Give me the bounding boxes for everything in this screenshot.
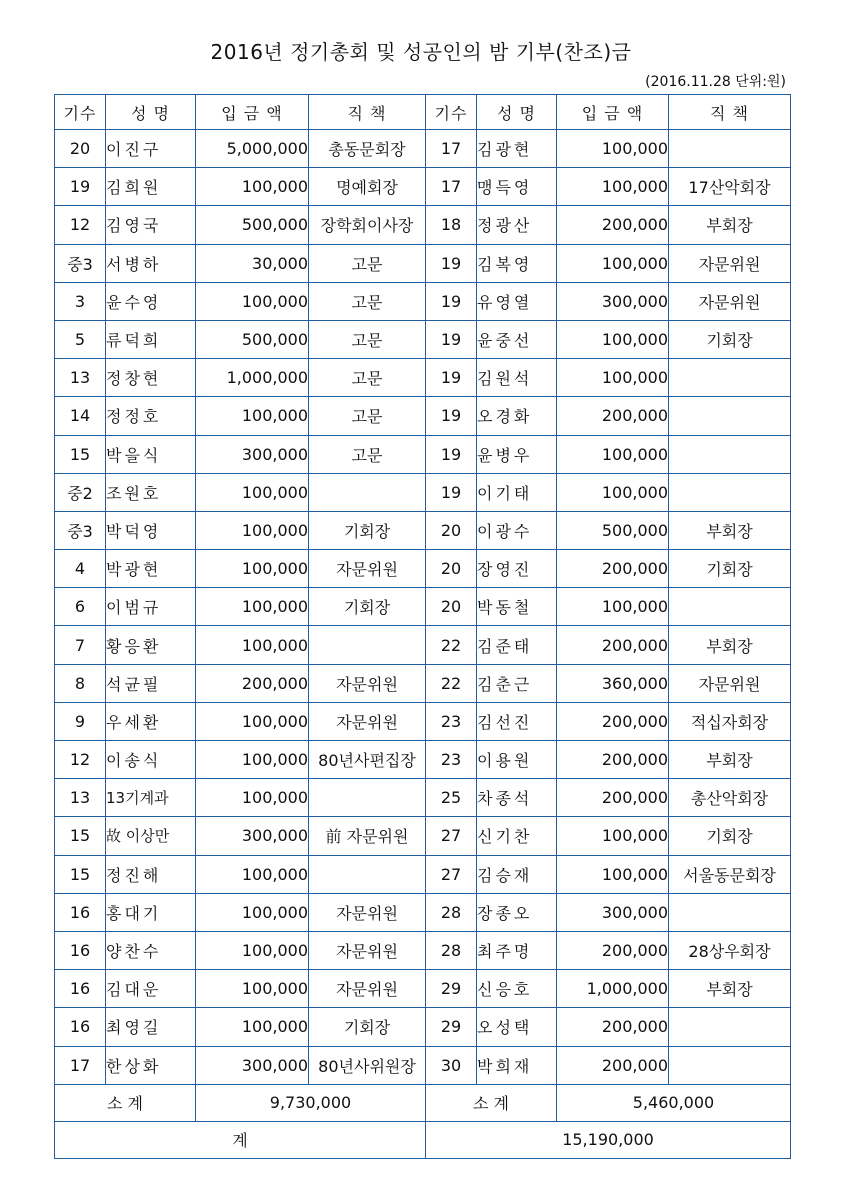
left-amount-cell: 100,000	[196, 779, 309, 817]
left-amount-cell: 100,000	[196, 1008, 309, 1046]
right-amount-cell: 300,000	[557, 893, 669, 931]
left-gen-cell: 14	[55, 397, 106, 435]
right-gen-cell: 19	[426, 435, 477, 473]
header-role: 직 책	[669, 95, 791, 130]
right-name-cell: 김선진	[477, 702, 557, 740]
right-role-cell	[669, 1008, 791, 1046]
left-amount-cell: 100,000	[196, 741, 309, 779]
left-role-cell: 총동문회장	[309, 130, 426, 168]
right-gen-cell: 20	[426, 511, 477, 549]
right-amount-cell: 100,000	[557, 320, 669, 358]
right-gen-cell: 30	[426, 1046, 477, 1084]
right-amount-cell: 100,000	[557, 855, 669, 893]
right-name-cell: 유영열	[477, 282, 557, 320]
left-name-cell: 최영길	[106, 1008, 196, 1046]
left-amount-cell: 100,000	[196, 473, 309, 511]
left-name-cell: 김희원	[106, 168, 196, 206]
right-name-cell: 장종오	[477, 893, 557, 931]
left-role-cell: 자문위원	[309, 550, 426, 588]
right-role-cell: 자문위원	[669, 282, 791, 320]
right-gen-cell: 23	[426, 741, 477, 779]
right-amount-cell: 200,000	[557, 1046, 669, 1084]
table-row	[55, 397, 791, 435]
left-role-cell: 고문	[309, 435, 426, 473]
right-name-cell: 이광수	[477, 511, 557, 549]
left-amount-cell: 100,000	[196, 282, 309, 320]
table-row	[55, 206, 791, 244]
left-role-cell: 자문위원	[309, 970, 426, 1008]
header-amount: 입 금 액	[557, 95, 669, 130]
right-role-cell	[669, 397, 791, 435]
table-row	[55, 1008, 791, 1046]
right-role-cell: 부회장	[669, 970, 791, 1008]
date-unit-note: (2016.11.28 단위:원)	[645, 74, 786, 90]
left-gen-cell: 17	[55, 1046, 106, 1084]
right-amount-cell: 200,000	[557, 779, 669, 817]
right-amount-cell: 200,000	[557, 741, 669, 779]
left-amount-cell: 1,000,000	[196, 359, 309, 397]
right-role-cell	[669, 359, 791, 397]
left-gen-cell: 5	[55, 320, 106, 358]
left-role-cell: 명예회장	[309, 168, 426, 206]
right-role-cell	[669, 130, 791, 168]
right-amount-cell: 200,000	[557, 550, 669, 588]
left-role-cell: 자문위원	[309, 664, 426, 702]
right-amount-cell: 100,000	[557, 473, 669, 511]
left-role-cell: 고문	[309, 359, 426, 397]
right-name-cell: 김광현	[477, 130, 557, 168]
left-role-cell: 기회장	[309, 511, 426, 549]
left-gen-cell: 20	[55, 130, 106, 168]
left-gen-cell: 15	[55, 855, 106, 893]
right-role-cell: 기회장	[669, 550, 791, 588]
right-gen-cell: 17	[426, 168, 477, 206]
left-role-cell: 80년사편집장	[309, 741, 426, 779]
left-name-cell: 이범규	[106, 588, 196, 626]
left-role-cell: 고문	[309, 397, 426, 435]
header-gen: 기수	[426, 95, 477, 130]
right-role-cell: 적십자회장	[669, 702, 791, 740]
header-row	[55, 95, 791, 130]
right-amount-cell: 100,000	[557, 435, 669, 473]
donor-rows	[55, 130, 791, 1085]
left-amount-cell: 300,000	[196, 817, 309, 855]
left-gen-cell: 16	[55, 893, 106, 931]
left-role-cell: 고문	[309, 244, 426, 282]
right-amount-cell: 200,000	[557, 397, 669, 435]
right-role-cell: 기회장	[669, 817, 791, 855]
left-gen-cell: 16	[55, 931, 106, 969]
right-gen-cell: 29	[426, 970, 477, 1008]
right-role-cell: 17산악회장	[669, 168, 791, 206]
right-role-cell	[669, 473, 791, 511]
table-row	[55, 320, 791, 358]
left-gen-cell: 19	[55, 168, 106, 206]
table-row	[55, 130, 791, 168]
right-name-cell: 정광산	[477, 206, 557, 244]
left-name-cell: 박을식	[106, 435, 196, 473]
left-role-cell: 기회장	[309, 1008, 426, 1046]
donation-table	[54, 94, 791, 1159]
left-role-cell	[309, 626, 426, 664]
total-amount: 15,190,000	[426, 1121, 791, 1158]
right-amount-cell: 360,000	[557, 664, 669, 702]
right-amount-cell: 100,000	[557, 168, 669, 206]
header-gen: 기수	[55, 95, 106, 130]
table-row	[55, 664, 791, 702]
left-amount-cell: 100,000	[196, 588, 309, 626]
right-gen-cell: 28	[426, 893, 477, 931]
right-name-cell: 박동철	[477, 588, 557, 626]
right-amount-cell: 100,000	[557, 244, 669, 282]
right-gen-cell: 20	[426, 550, 477, 588]
left-role-cell: 장학회이사장	[309, 206, 426, 244]
left-gen-cell: 9	[55, 702, 106, 740]
left-name-cell: 13기계과	[106, 779, 196, 817]
right-gen-cell: 19	[426, 282, 477, 320]
right-role-cell: 총산악회장	[669, 779, 791, 817]
right-name-cell: 김승재	[477, 855, 557, 893]
document-title: 2016년 정기총회 및 성공인의 밤 기부(찬조)금	[210, 40, 632, 64]
left-name-cell: 故 이상만	[106, 817, 196, 855]
right-name-cell: 이기태	[477, 473, 557, 511]
left-amount-cell: 200,000	[196, 664, 309, 702]
right-gen-cell: 27	[426, 855, 477, 893]
table-row	[55, 1046, 791, 1084]
left-amount-cell: 100,000	[196, 893, 309, 931]
left-gen-cell: 15	[55, 817, 106, 855]
total-row	[55, 1121, 791, 1158]
left-role-cell: 자문위원	[309, 893, 426, 931]
left-role-cell: 80년사위원장	[309, 1046, 426, 1084]
left-name-cell: 조원호	[106, 473, 196, 511]
right-amount-cell: 300,000	[557, 282, 669, 320]
left-name-cell: 정창현	[106, 359, 196, 397]
left-role-cell: 고문	[309, 320, 426, 358]
table-row	[55, 588, 791, 626]
table-row	[55, 511, 791, 549]
left-amount-cell: 100,000	[196, 626, 309, 664]
right-gen-cell: 23	[426, 702, 477, 740]
right-name-cell: 윤병우	[477, 435, 557, 473]
right-gen-cell: 27	[426, 817, 477, 855]
left-gen-cell: 7	[55, 626, 106, 664]
table-row	[55, 702, 791, 740]
header-name: 성 명	[106, 95, 196, 130]
table-row	[55, 931, 791, 969]
left-amount-cell: 500,000	[196, 320, 309, 358]
header-role: 직 책	[309, 95, 426, 130]
left-amount-cell: 500,000	[196, 206, 309, 244]
left-amount-cell: 5,000,000	[196, 130, 309, 168]
right-amount-cell: 100,000	[557, 130, 669, 168]
left-name-cell: 서병하	[106, 244, 196, 282]
subtotal-right-amount: 5,460,000	[557, 1084, 791, 1121]
left-role-cell: 자문위원	[309, 702, 426, 740]
right-amount-cell: 200,000	[557, 206, 669, 244]
subtotal-label: 소 계	[55, 1084, 196, 1121]
left-gen-cell: 중3	[55, 244, 106, 282]
right-gen-cell: 25	[426, 779, 477, 817]
right-role-cell	[669, 588, 791, 626]
left-amount-cell: 100,000	[196, 168, 309, 206]
left-name-cell: 홍대기	[106, 893, 196, 931]
left-role-cell: 고문	[309, 282, 426, 320]
left-role-cell	[309, 855, 426, 893]
left-amount-cell: 100,000	[196, 397, 309, 435]
right-role-cell	[669, 893, 791, 931]
right-role-cell: 서울동문회장	[669, 855, 791, 893]
right-role-cell: 자문위원	[669, 664, 791, 702]
right-gen-cell: 19	[426, 320, 477, 358]
right-name-cell: 신기찬	[477, 817, 557, 855]
left-name-cell: 양찬수	[106, 931, 196, 969]
left-gen-cell: 4	[55, 550, 106, 588]
table-row	[55, 893, 791, 931]
right-amount-cell: 500,000	[557, 511, 669, 549]
left-gen-cell: 12	[55, 741, 106, 779]
table-row	[55, 359, 791, 397]
right-amount-cell: 200,000	[557, 626, 669, 664]
right-amount-cell: 200,000	[557, 1008, 669, 1046]
left-amount-cell: 300,000	[196, 435, 309, 473]
right-name-cell: 오경화	[477, 397, 557, 435]
header-amount: 입 금 액	[196, 95, 309, 130]
left-role-cell: 前 자문위원	[309, 817, 426, 855]
left-name-cell: 석균필	[106, 664, 196, 702]
right-gen-cell: 29	[426, 1008, 477, 1046]
right-role-cell: 자문위원	[669, 244, 791, 282]
left-gen-cell: 16	[55, 970, 106, 1008]
left-gen-cell: 12	[55, 206, 106, 244]
right-gen-cell: 22	[426, 626, 477, 664]
left-name-cell: 박광현	[106, 550, 196, 588]
right-name-cell: 차종석	[477, 779, 557, 817]
table-row	[55, 282, 791, 320]
right-role-cell: 기회장	[669, 320, 791, 358]
right-gen-cell: 22	[426, 664, 477, 702]
left-name-cell: 황응환	[106, 626, 196, 664]
left-amount-cell: 100,000	[196, 970, 309, 1008]
left-gen-cell: 중3	[55, 511, 106, 549]
left-amount-cell: 100,000	[196, 855, 309, 893]
right-amount-cell: 200,000	[557, 931, 669, 969]
left-amount-cell: 300,000	[196, 1046, 309, 1084]
left-amount-cell: 100,000	[196, 702, 309, 740]
right-amount-cell: 200,000	[557, 702, 669, 740]
left-name-cell: 정정호	[106, 397, 196, 435]
left-amount-cell: 100,000	[196, 550, 309, 588]
table-row	[55, 244, 791, 282]
right-gen-cell: 20	[426, 588, 477, 626]
left-amount-cell: 100,000	[196, 931, 309, 969]
left-role-cell	[309, 473, 426, 511]
right-role-cell: 부회장	[669, 206, 791, 244]
right-gen-cell: 18	[426, 206, 477, 244]
left-gen-cell: 8	[55, 664, 106, 702]
right-role-cell: 부회장	[669, 511, 791, 549]
left-gen-cell: 16	[55, 1008, 106, 1046]
right-gen-cell: 19	[426, 359, 477, 397]
left-name-cell: 류덕희	[106, 320, 196, 358]
table-row	[55, 626, 791, 664]
left-role-cell: 자문위원	[309, 931, 426, 969]
table-row	[55, 817, 791, 855]
left-role-cell: 기회장	[309, 588, 426, 626]
subtotal-row	[55, 1084, 791, 1121]
left-gen-cell: 3	[55, 282, 106, 320]
right-name-cell: 맹득영	[477, 168, 557, 206]
total-label: 계	[55, 1121, 426, 1158]
left-name-cell: 윤수영	[106, 282, 196, 320]
right-name-cell: 김춘근	[477, 664, 557, 702]
right-role-cell	[669, 1046, 791, 1084]
right-role-cell: 부회장	[669, 741, 791, 779]
right-name-cell: 최주명	[477, 931, 557, 969]
left-gen-cell: 13	[55, 779, 106, 817]
right-gen-cell: 19	[426, 473, 477, 511]
right-name-cell: 김복영	[477, 244, 557, 282]
left-role-cell	[309, 779, 426, 817]
right-name-cell: 김준태	[477, 626, 557, 664]
left-name-cell: 이진구	[106, 130, 196, 168]
table-row	[55, 741, 791, 779]
left-gen-cell: 중2	[55, 473, 106, 511]
right-name-cell: 김원석	[477, 359, 557, 397]
right-gen-cell: 19	[426, 244, 477, 282]
right-name-cell: 이용원	[477, 741, 557, 779]
right-name-cell: 박희재	[477, 1046, 557, 1084]
right-name-cell: 장영진	[477, 550, 557, 588]
right-amount-cell: 100,000	[557, 817, 669, 855]
right-gen-cell: 28	[426, 931, 477, 969]
right-role-cell: 부회장	[669, 626, 791, 664]
left-gen-cell: 15	[55, 435, 106, 473]
left-name-cell: 김영국	[106, 206, 196, 244]
left-amount-cell: 30,000	[196, 244, 309, 282]
right-name-cell: 오성택	[477, 1008, 557, 1046]
subtotal-left-amount: 9,730,000	[196, 1084, 426, 1121]
left-name-cell: 정진해	[106, 855, 196, 893]
left-name-cell: 김대운	[106, 970, 196, 1008]
table-row	[55, 550, 791, 588]
subtotal-label: 소 계	[426, 1084, 557, 1121]
table-row	[55, 779, 791, 817]
table-row	[55, 970, 791, 1008]
left-gen-cell: 6	[55, 588, 106, 626]
left-gen-cell: 13	[55, 359, 106, 397]
right-amount-cell: 1,000,000	[557, 970, 669, 1008]
left-name-cell: 박덕영	[106, 511, 196, 549]
right-amount-cell: 100,000	[557, 359, 669, 397]
table-row	[55, 855, 791, 893]
left-name-cell: 이송식	[106, 741, 196, 779]
right-gen-cell: 19	[426, 397, 477, 435]
right-name-cell: 윤중선	[477, 320, 557, 358]
right-role-cell	[669, 435, 791, 473]
header-name: 성 명	[477, 95, 557, 130]
right-name-cell: 신응호	[477, 970, 557, 1008]
table-row	[55, 473, 791, 511]
right-amount-cell: 100,000	[557, 588, 669, 626]
left-amount-cell: 100,000	[196, 511, 309, 549]
right-gen-cell: 17	[426, 130, 477, 168]
left-name-cell: 우세환	[106, 702, 196, 740]
table-row	[55, 435, 791, 473]
right-role-cell: 28상우회장	[669, 931, 791, 969]
table-row	[55, 168, 791, 206]
left-name-cell: 한상화	[106, 1046, 196, 1084]
